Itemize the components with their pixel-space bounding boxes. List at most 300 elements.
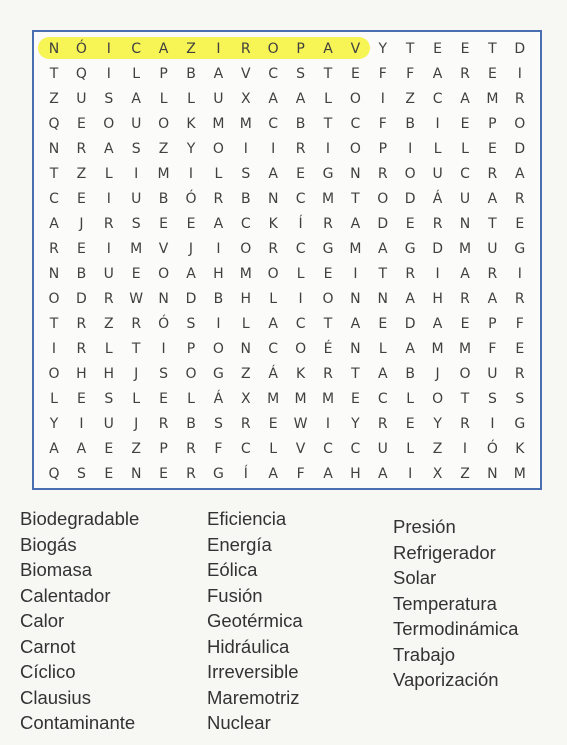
grid-letter[interactable]: M (349, 241, 362, 257)
grid-letter[interactable]: V (350, 41, 361, 57)
grid-letter[interactable]: O (349, 91, 361, 107)
grid-letter[interactable]: C (323, 441, 333, 457)
grid-letter[interactable]: T (488, 41, 497, 57)
grid-letter[interactable]: D (432, 241, 443, 257)
grid-letter[interactable]: F (296, 466, 305, 482)
grid-letter[interactable]: D (514, 41, 526, 57)
grid-letter[interactable]: A (213, 216, 224, 232)
grid-letter[interactable]: A (487, 291, 498, 307)
grid-letter[interactable]: Í (243, 466, 248, 482)
grid-letter[interactable]: U (459, 191, 471, 207)
grid-letter[interactable]: C (268, 116, 279, 132)
grid-letter[interactable]: R (514, 366, 525, 382)
grid-letter[interactable]: I (435, 116, 440, 132)
grid-letter[interactable]: T (460, 391, 470, 407)
grid-letter[interactable]: O (240, 241, 252, 257)
grid-letter[interactable]: E (350, 66, 360, 82)
grid-letter[interactable]: I (79, 416, 84, 432)
grid-letter[interactable]: L (406, 391, 415, 407)
grid-letter[interactable]: B (295, 116, 306, 132)
grid-letter[interactable]: N (130, 466, 142, 482)
grid-letter[interactable]: C (377, 391, 388, 407)
grid-letter[interactable]: O (158, 116, 170, 132)
grid-letter[interactable]: O (404, 166, 416, 182)
grid-letter[interactable]: Ó (185, 191, 197, 207)
grid-letter[interactable]: E (296, 166, 306, 182)
grid-letter[interactable]: F (378, 116, 387, 132)
grid-letter[interactable]: R (240, 41, 251, 57)
grid-letter[interactable]: T (405, 41, 415, 57)
grid-letter[interactable]: R (76, 141, 87, 157)
grid-letter[interactable]: A (104, 141, 114, 157)
grid-letter[interactable]: Q (48, 116, 60, 132)
grid-letter[interactable]: N (267, 191, 279, 207)
grid-letter[interactable]: G (404, 241, 416, 257)
grid-letter[interactable]: A (295, 91, 306, 107)
grid-letter[interactable]: U (487, 241, 498, 257)
grid-letter[interactable]: N (350, 166, 361, 182)
grid-letter[interactable]: B (405, 116, 415, 132)
grid-letter[interactable]: U (131, 191, 142, 207)
grid-letter[interactable]: E (186, 216, 196, 232)
grid-letter[interactable]: A (323, 466, 333, 482)
grid-letter[interactable]: R (295, 141, 306, 157)
grid-letter[interactable]: E (76, 241, 86, 257)
grid-letter[interactable]: I (435, 266, 440, 282)
grid-letter[interactable]: C (240, 441, 251, 457)
grid-letter[interactable]: L (132, 391, 141, 407)
grid-letter[interactable]: I (106, 241, 111, 257)
grid-letter[interactable]: O (295, 341, 307, 357)
grid-letter[interactable]: F (378, 66, 387, 82)
grid-letter[interactable]: E (350, 391, 360, 407)
grid-letter[interactable]: U (377, 441, 388, 457)
grid-letter[interactable]: E (460, 316, 470, 332)
grid-letter[interactable]: E (76, 116, 86, 132)
grid-letter[interactable]: E (104, 441, 114, 457)
grid-letter[interactable]: R (131, 316, 142, 332)
grid-letter[interactable]: Y (351, 416, 360, 432)
grid-letter[interactable]: P (159, 441, 168, 457)
grid-letter[interactable]: C (240, 216, 251, 232)
grid-letter[interactable]: R (268, 241, 279, 257)
grid-letter[interactable]: A (268, 91, 278, 107)
grid-letter[interactable]: J (435, 366, 440, 382)
grid-letter[interactable]: L (132, 66, 141, 82)
grid-letter[interactable]: T (323, 316, 333, 332)
grid-letter[interactable]: P (296, 41, 305, 57)
grid-letter[interactable]: S (159, 366, 169, 382)
grid-letter[interactable]: R (323, 366, 333, 382)
grid-letter[interactable]: A (268, 166, 278, 182)
grid-letter[interactable]: M (321, 191, 335, 207)
grid-letter[interactable]: L (159, 91, 168, 107)
grid-letter[interactable]: O (158, 266, 170, 282)
grid-letter[interactable]: L (433, 141, 442, 157)
grid-letter[interactable]: H (432, 291, 443, 307)
grid-letter[interactable]: G (514, 241, 526, 257)
grid-letter[interactable]: O (349, 141, 361, 157)
grid-letter[interactable]: P (186, 341, 196, 357)
grid-letter[interactable]: R (103, 216, 114, 232)
grid-letter[interactable]: A (378, 466, 388, 482)
grid-letter[interactable]: O (322, 291, 334, 307)
grid-letter[interactable]: R (76, 341, 87, 357)
grid-letter[interactable]: A (49, 441, 59, 457)
grid-letter[interactable]: F (515, 316, 524, 332)
grid-letter[interactable]: R (514, 91, 525, 107)
grid-letter[interactable]: T (131, 341, 141, 357)
grid-letter[interactable]: A (186, 266, 196, 282)
grid-letter[interactable]: T (49, 166, 59, 182)
grid-letter[interactable]: K (296, 366, 306, 382)
grid-letter[interactable]: S (213, 416, 223, 432)
grid-letter[interactable]: A (432, 316, 443, 332)
grid-letter[interactable]: C (460, 166, 470, 182)
grid-letter[interactable]: R (76, 316, 87, 332)
grid-letter[interactable]: A (350, 316, 361, 332)
grid-letter[interactable]: A (158, 41, 169, 57)
grid-letter[interactable]: I (325, 416, 331, 432)
grid-letter[interactable]: M (486, 91, 499, 107)
grid-letter[interactable]: R (186, 466, 196, 482)
grid-letter[interactable]: T (351, 366, 360, 382)
grid-letter[interactable]: Á (432, 191, 443, 207)
grid-letter[interactable]: O (212, 141, 224, 157)
grid-letter[interactable]: C (49, 191, 59, 207)
grid-letter[interactable]: R (240, 416, 251, 432)
grid-letter[interactable]: M (458, 341, 472, 357)
grid-letter[interactable]: I (298, 291, 303, 307)
grid-letter[interactable]: G (322, 241, 334, 257)
grid-letter[interactable]: A (268, 316, 278, 332)
grid-letter[interactable]: Ó (75, 41, 87, 57)
grid-letter[interactable]: R (460, 66, 470, 82)
grid-letter[interactable]: T (351, 191, 360, 207)
grid-letter[interactable]: M (267, 391, 280, 407)
grid-letter[interactable]: Q (48, 466, 60, 482)
grid-letter[interactable]: H (350, 466, 361, 482)
grid-letter[interactable]: J (188, 241, 194, 257)
grid-letter[interactable]: X (241, 91, 251, 107)
grid-letter[interactable]: X (241, 391, 251, 407)
grid-letter[interactable]: R (323, 216, 333, 232)
grid-letter[interactable]: M (513, 466, 526, 482)
grid-letter[interactable]: D (185, 291, 197, 307)
grid-letter[interactable]: F (214, 441, 223, 457)
grid-letter[interactable]: L (50, 391, 58, 407)
grid-letter[interactable]: R (405, 266, 416, 282)
grid-letter[interactable]: Z (131, 441, 141, 457)
grid-letter[interactable]: L (461, 141, 469, 157)
grid-letter[interactable]: U (213, 91, 224, 107)
grid-letter[interactable]: S (186, 316, 196, 332)
grid-letter[interactable]: I (216, 241, 221, 257)
grid-letter[interactable]: I (188, 166, 194, 182)
grid-letter[interactable]: H (103, 366, 115, 382)
grid-letter[interactable]: M (458, 241, 472, 257)
grid-letter[interactable]: R (49, 241, 59, 257)
grid-letter[interactable]: Y (378, 41, 388, 57)
grid-letter[interactable]: A (460, 266, 470, 282)
grid-letter[interactable]: B (186, 416, 196, 432)
grid-letter[interactable]: S (241, 166, 251, 182)
grid-letter[interactable]: M (130, 241, 143, 257)
grid-letter[interactable]: G (322, 166, 334, 182)
grid-letter[interactable]: E (323, 266, 333, 282)
grid-letter[interactable]: N (48, 141, 60, 157)
grid-letter[interactable]: T (378, 266, 388, 282)
grid-letter[interactable]: A (213, 66, 224, 82)
grid-letter[interactable]: L (378, 341, 387, 357)
grid-letter[interactable]: P (159, 66, 168, 82)
grid-letter[interactable]: D (514, 141, 526, 157)
grid-letter[interactable]: G (212, 466, 224, 482)
grid-letter[interactable]: E (104, 466, 114, 482)
grid-letter[interactable]: H (76, 366, 87, 382)
grid-letter[interactable]: C (131, 41, 142, 57)
grid-letter[interactable]: G (212, 366, 224, 382)
grid-letter[interactable]: S (104, 391, 114, 407)
grid-letter[interactable]: E (268, 416, 278, 432)
grid-letter[interactable]: A (49, 216, 59, 232)
grid-letter[interactable]: E (131, 266, 141, 282)
grid-letter[interactable]: K (515, 441, 525, 457)
grid-letter[interactable]: T (49, 66, 59, 82)
grid-letter[interactable]: E (378, 316, 388, 332)
grid-letter[interactable]: O (48, 366, 60, 382)
grid-letter[interactable]: V (295, 441, 306, 457)
grid-letter[interactable]: T (323, 116, 333, 132)
grid-letter[interactable]: M (212, 116, 225, 132)
grid-letter[interactable]: I (462, 441, 468, 457)
grid-letter[interactable]: L (214, 166, 223, 182)
grid-letter[interactable]: Z (432, 441, 443, 457)
grid-letter[interactable]: U (131, 116, 142, 132)
grid-letter[interactable]: Z (460, 466, 470, 482)
grid-letter[interactable]: S (487, 391, 497, 407)
grid-letter[interactable]: A (323, 41, 333, 57)
grid-letter[interactable]: F (406, 66, 415, 82)
grid-letter[interactable]: S (76, 466, 86, 482)
grid-letter[interactable]: Z (49, 91, 59, 107)
grid-letter[interactable]: O (459, 366, 471, 382)
grid-letter[interactable]: G (514, 416, 526, 432)
grid-letter[interactable]: V (158, 241, 169, 257)
grid-letter[interactable]: J (79, 216, 84, 232)
grid-letter[interactable]: N (48, 41, 60, 57)
grid-letter[interactable]: L (187, 391, 195, 407)
grid-letter[interactable]: E (487, 141, 497, 157)
grid-letter[interactable]: C (268, 341, 279, 357)
grid-letter[interactable]: B (76, 266, 87, 282)
grid-letter[interactable]: I (271, 141, 276, 157)
grid-letter[interactable]: A (378, 241, 388, 257)
grid-letter[interactable]: O (212, 341, 224, 357)
grid-letter[interactable]: Z (186, 41, 196, 57)
grid-letter[interactable]: O (185, 366, 197, 382)
grid-letter[interactable]: U (432, 166, 443, 182)
grid-letter[interactable]: S (104, 91, 114, 107)
grid-letter[interactable]: W (129, 291, 144, 307)
grid-letter[interactable]: Y (49, 416, 59, 432)
grid-letter[interactable]: E (460, 41, 470, 57)
grid-letter[interactable]: E (159, 466, 169, 482)
grid-letter[interactable]: A (378, 366, 388, 382)
grid-letter[interactable]: E (487, 66, 497, 82)
grid-letter[interactable]: M (239, 116, 252, 132)
grid-letter[interactable]: R (377, 166, 388, 182)
grid-letter[interactable]: I (243, 141, 248, 157)
grid-letter[interactable]: C (432, 91, 443, 107)
grid-letter[interactable]: X (432, 466, 443, 482)
grid-letter[interactable]: Ó (158, 316, 170, 332)
grid-letter[interactable]: L (104, 166, 113, 182)
grid-letter[interactable]: Y (433, 416, 442, 432)
grid-letter[interactable]: I (517, 266, 522, 282)
grid-letter[interactable]: A (515, 166, 525, 182)
grid-letter[interactable]: I (517, 66, 522, 82)
grid-letter[interactable]: D (377, 216, 389, 232)
grid-letter[interactable]: N (240, 341, 252, 357)
grid-letter[interactable]: J (134, 366, 139, 382)
grid-letter[interactable]: R (213, 191, 224, 207)
grid-letter[interactable]: O (514, 116, 526, 132)
grid-letter[interactable]: I (134, 166, 139, 182)
grid-letter[interactable]: F (488, 341, 497, 357)
grid-letter[interactable]: R (460, 416, 470, 432)
grid-letter[interactable]: P (488, 116, 497, 132)
grid-letter[interactable]: I (216, 41, 221, 57)
grid-letter[interactable]: Ó (486, 441, 498, 457)
grid-letter[interactable]: C (295, 316, 306, 332)
grid-letter[interactable]: R (487, 166, 498, 182)
grid-letter[interactable]: D (404, 316, 416, 332)
grid-letter[interactable]: S (515, 391, 525, 407)
grid-letter[interactable]: C (350, 116, 361, 132)
grid-letter[interactable]: T (49, 316, 59, 332)
grid-letter[interactable]: E (76, 391, 86, 407)
grid-letter[interactable]: H (213, 266, 224, 282)
grid-letter[interactable]: N (487, 466, 498, 482)
grid-letter[interactable]: Z (241, 366, 251, 382)
grid-letter[interactable]: V (241, 66, 251, 82)
grid-letter[interactable]: Z (76, 166, 87, 182)
grid-letter[interactable]: I (161, 341, 166, 357)
grid-letter[interactable]: I (51, 341, 57, 357)
grid-letter[interactable]: I (325, 141, 331, 157)
grid-letter[interactable]: I (408, 141, 413, 157)
grid-letter[interactable]: R (186, 441, 196, 457)
grid-letter[interactable]: B (158, 191, 169, 207)
grid-letter[interactable]: I (490, 416, 495, 432)
grid-letter[interactable]: I (106, 41, 111, 57)
grid-letter[interactable]: H (240, 291, 252, 307)
grid-letter[interactable]: B (240, 191, 251, 207)
grid-letter[interactable]: E (515, 341, 525, 357)
grid-letter[interactable]: O (103, 116, 115, 132)
grid-letter[interactable]: Z (104, 316, 114, 332)
grid-letter[interactable]: C (295, 191, 306, 207)
grid-letter[interactable]: U (487, 366, 498, 382)
grid-letter[interactable]: R (432, 216, 443, 232)
grid-letter[interactable]: J (134, 416, 139, 432)
grid-letter[interactable]: R (103, 291, 114, 307)
grid-letter[interactable]: C (350, 441, 361, 457)
grid-letter[interactable]: U (76, 91, 87, 107)
grid-letter[interactable]: P (378, 141, 388, 157)
grid-letter[interactable]: E (460, 116, 470, 132)
grid-letter[interactable]: O (267, 266, 279, 282)
grid-letter[interactable]: S (296, 66, 306, 82)
grid-letter[interactable]: I (380, 91, 385, 107)
grid-letter[interactable]: R (377, 416, 388, 432)
grid-letter[interactable]: Á (213, 391, 224, 407)
grid-letter[interactable]: N (459, 216, 471, 232)
grid-letter[interactable]: M (321, 391, 335, 407)
grid-letter[interactable]: Y (186, 141, 196, 157)
grid-letter[interactable]: M (431, 341, 444, 357)
grid-letter[interactable]: M (157, 166, 170, 182)
grid-letter[interactable]: E (159, 216, 169, 232)
grid-letter[interactable]: B (186, 66, 196, 82)
grid-letter[interactable]: E (76, 191, 86, 207)
grid-letter[interactable]: C (295, 241, 306, 257)
grid-letter[interactable]: Q (75, 66, 87, 82)
grid-letter[interactable]: U (103, 266, 114, 282)
grid-letter[interactable]: W (293, 416, 308, 432)
grid-letter[interactable]: E (159, 391, 169, 407)
grid-letter[interactable]: M (239, 266, 252, 282)
grid-letter[interactable]: L (324, 91, 332, 107)
grid-letter[interactable]: E (433, 41, 443, 57)
grid-letter[interactable]: L (406, 441, 415, 457)
grid-letter[interactable]: T (488, 216, 497, 232)
grid-letter[interactable]: I (106, 191, 111, 207)
grid-letter[interactable]: Á (268, 366, 278, 382)
grid-letter[interactable]: A (432, 66, 443, 82)
grid-letter[interactable]: L (241, 316, 250, 332)
grid-letter[interactable]: E (515, 216, 525, 232)
grid-letter[interactable]: R (487, 266, 498, 282)
grid-letter[interactable]: E (405, 216, 415, 232)
grid-letter[interactable]: A (487, 191, 498, 207)
grid-letter[interactable]: K (268, 216, 278, 232)
grid-letter[interactable]: T (323, 66, 333, 82)
grid-letter[interactable]: S (131, 141, 141, 157)
grid-letter[interactable]: I (216, 316, 221, 332)
grid-letter[interactable]: Í (298, 216, 303, 232)
grid-letter[interactable]: N (350, 291, 361, 307)
grid-letter[interactable]: N (377, 291, 389, 307)
grid-letter[interactable]: A (405, 291, 415, 307)
grid-letter[interactable]: N (350, 341, 361, 357)
grid-letter[interactable]: O (267, 41, 279, 57)
grid-letter[interactable]: L (104, 341, 113, 357)
grid-letter[interactable]: N (48, 266, 60, 282)
grid-letter[interactable]: R (460, 291, 470, 307)
grid-letter[interactable]: K (186, 116, 196, 132)
grid-letter[interactable]: B (213, 291, 224, 307)
grid-letter[interactable]: D (76, 291, 87, 307)
grid-letter[interactable]: R (158, 416, 169, 432)
grid-letter[interactable]: I (408, 466, 413, 482)
grid-letter[interactable]: O (48, 291, 60, 307)
grid-letter[interactable]: O (432, 391, 444, 407)
grid-letter[interactable]: N (158, 291, 169, 307)
grid-letter[interactable]: P (488, 316, 497, 332)
grid-letter[interactable]: I (106, 66, 111, 82)
